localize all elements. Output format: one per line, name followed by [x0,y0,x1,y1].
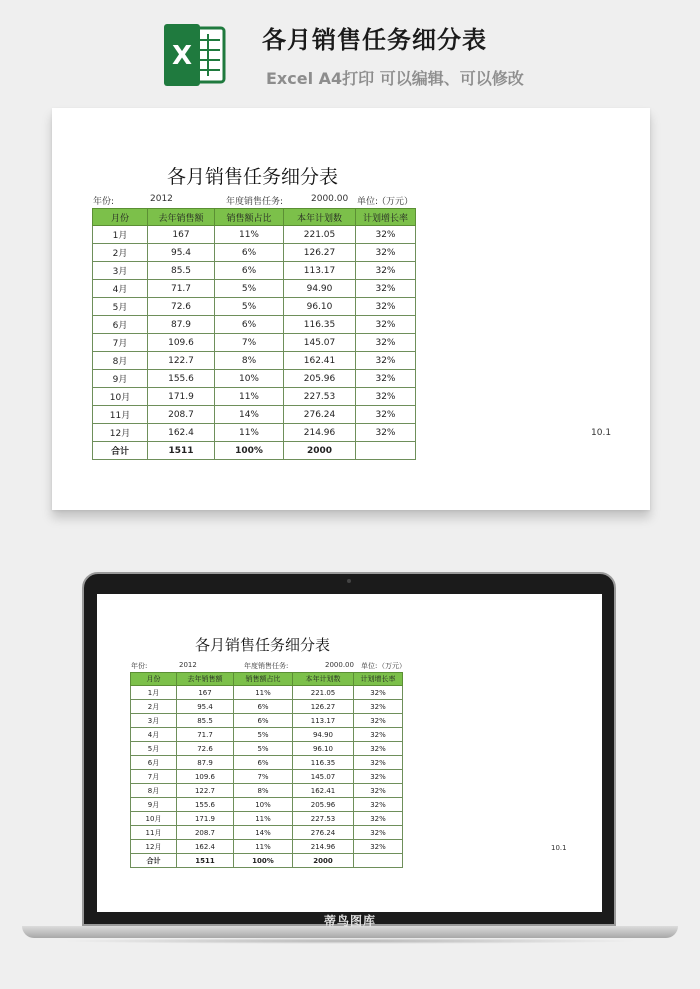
table-row [93,406,416,424]
table-cell: 221.05 [284,226,356,244]
table-cell: 6% [234,756,293,770]
table-cell: 71.7 [177,728,234,742]
table-cell: 5月 [93,298,148,316]
excel-icon [162,22,228,88]
table-cell: 3月 [131,714,177,728]
table-cell: 227.53 [284,388,356,406]
table-cell: 32% [354,756,403,770]
table-row [131,742,403,756]
column-header: 本年计划数 [284,209,356,226]
table-cell: 11月 [131,826,177,840]
column-header: 月份 [93,209,148,226]
table-cell: 276.24 [293,826,354,840]
table-cell: 113.17 [284,262,356,280]
table-cell: 32% [354,840,403,854]
table-cell: 32% [356,424,416,442]
table-cell: 162.41 [284,352,356,370]
table-cell: 32% [354,770,403,784]
table-header-row [93,209,416,226]
table-row [131,728,403,742]
table-cell: 11% [215,388,284,406]
page-subtitle: Excel A4打印 可以编辑、可以修改 [266,69,524,88]
table-cell: 6% [215,262,284,280]
target-label: 年度销售任务: [244,662,289,670]
year-label: 年份: [93,197,115,207]
table-row [131,826,403,840]
table-cell: 95.4 [177,700,234,714]
table-row [93,370,416,388]
total-cell: 1511 [148,442,215,460]
table-cell: 32% [354,742,403,756]
table-cell: 32% [354,728,403,742]
table-cell: 214.96 [293,840,354,854]
table-cell: 94.90 [293,728,354,742]
table-row [131,840,403,854]
total-cell: 合计 [131,854,177,868]
table-row [93,424,416,442]
table-cell: 95.4 [148,244,215,262]
table-cell: 11% [234,812,293,826]
table-cell: 109.6 [148,334,215,352]
table-cell: 12月 [131,840,177,854]
sheet-title: 各月销售任务细分表 [167,166,339,188]
total-cell [356,442,416,460]
column-header: 月份 [131,673,177,686]
table-cell: 171.9 [177,812,234,826]
table-cell: 32% [356,388,416,406]
table-cell: 32% [354,798,403,812]
unit-value: （万元） [378,662,406,670]
table-cell: 2月 [93,244,148,262]
table-cell: 122.7 [177,784,234,798]
svg-text:X: X [171,41,193,71]
sheet-preview [52,108,650,510]
total-cell: 2000 [284,442,356,460]
table-cell: 10% [234,798,293,812]
table-cell: 5月 [131,742,177,756]
table-row [131,756,403,770]
table-cell: 208.7 [148,406,215,424]
page-header [0,0,700,100]
table-cell: 6% [234,700,293,714]
laptop-shadow [60,938,640,944]
table-cell: 205.96 [284,370,356,388]
column-header: 去年销售额 [177,673,234,686]
table-row [93,280,416,298]
table-cell: 214.96 [284,424,356,442]
table-cell: 32% [356,316,416,334]
table-cell: 32% [356,406,416,424]
table-cell: 7月 [93,334,148,352]
table-row [93,262,416,280]
table-cell: 116.35 [293,756,354,770]
table-row [93,316,416,334]
table-row [131,798,403,812]
target-label: 年度销售任务: [226,197,284,207]
table-cell: 155.6 [148,370,215,388]
total-cell: 2000 [293,854,354,868]
table-cell: 8% [215,352,284,370]
table-cell: 5% [215,298,284,316]
sheet-title: 各月销售任务细分表 [195,636,331,654]
table-cell: 162.4 [148,424,215,442]
table-cell: 126.27 [293,700,354,714]
total-cell: 100% [215,442,284,460]
table-cell: 6% [215,316,284,334]
table-cell: 85.5 [148,262,215,280]
table-cell: 32% [356,352,416,370]
table-cell: 72.6 [177,742,234,756]
table-cell: 7月 [131,770,177,784]
table-cell: 85.5 [177,714,234,728]
year-value: 2012 [150,194,173,204]
unit-value: （万元） [377,197,414,207]
table-cell: 227.53 [293,812,354,826]
table-row [93,226,416,244]
table-cell: 32% [356,262,416,280]
table-cell: 116.35 [284,316,356,334]
table-row [93,244,416,262]
table-cell: 87.9 [177,756,234,770]
sales-table [92,208,416,460]
table-cell: 9月 [131,798,177,812]
table-cell: 113.17 [293,714,354,728]
table-cell: 11% [215,226,284,244]
table-cell: 12月 [93,424,148,442]
table-cell: 14% [234,826,293,840]
table-cell: 10月 [131,812,177,826]
table-cell: 11% [234,686,293,700]
table-cell: 221.05 [293,686,354,700]
table-cell: 1月 [131,686,177,700]
table-cell: 145.07 [293,770,354,784]
total-cell [354,854,403,868]
table-cell: 276.24 [284,406,356,424]
column-header: 销售额占比 [234,673,293,686]
table-cell: 32% [356,370,416,388]
table-cell: 162.4 [177,840,234,854]
year-value: 2012 [179,661,197,669]
table-cell: 94.90 [284,280,356,298]
table-cell: 32% [356,226,416,244]
table-row [131,784,403,798]
total-cell: 1511 [177,854,234,868]
table-cell: 10% [215,370,284,388]
table-cell: 205.96 [293,798,354,812]
table-cell: 14% [215,406,284,424]
table-cell: 145.07 [284,334,356,352]
table-cell: 96.10 [293,742,354,756]
table-cell: 171.9 [148,388,215,406]
table-cell: 32% [354,700,403,714]
year-label: 年份: [131,662,148,670]
table-row [93,352,416,370]
total-cell: 合计 [93,442,148,460]
table-cell: 32% [354,714,403,728]
table-cell: 7% [234,770,293,784]
table-cell: 4月 [93,280,148,298]
table-cell: 72.6 [148,298,215,316]
side-value: 10.1 [591,428,612,438]
column-header: 计划增长率 [354,673,403,686]
table-row [131,686,403,700]
laptop-screen [97,594,602,912]
table-cell: 32% [356,298,416,316]
table-cell: 87.9 [148,316,215,334]
table-cell: 208.7 [177,826,234,840]
table-cell: 96.10 [284,298,356,316]
table-cell: 7% [215,334,284,352]
table-cell: 167 [148,226,215,244]
camera-icon [347,579,351,583]
table-cell: 71.7 [148,280,215,298]
side-value: 10.1 [551,844,567,852]
table-cell: 6月 [131,756,177,770]
table-cell: 167 [177,686,234,700]
table-cell: 11% [215,424,284,442]
table-cell: 11月 [93,406,148,424]
column-header: 计划增长率 [356,209,416,226]
total-row [93,442,416,460]
table-row [131,770,403,784]
column-header: 销售额占比 [215,209,284,226]
table-row [131,714,403,728]
column-header: 去年销售额 [148,209,215,226]
total-row [131,854,403,868]
table-row [93,298,416,316]
target-value: 2000.00 [325,661,354,669]
table-cell: 6% [234,714,293,728]
unit-label: 单位: [361,662,378,670]
table-cell: 32% [356,244,416,262]
table-cell: 4月 [131,728,177,742]
unit-label: 单位: [357,197,379,207]
table-cell: 32% [354,686,403,700]
sales-table [130,672,403,868]
table-cell: 126.27 [284,244,356,262]
table-cell: 5% [215,280,284,298]
table-header-row [131,673,403,686]
table-cell: 11% [234,840,293,854]
laptop-brand: 蒂鸟图库 [323,914,376,928]
column-header: 本年计划数 [293,673,354,686]
table-cell: 32% [356,280,416,298]
table-cell: 5% [234,728,293,742]
table-cell: 8月 [131,784,177,798]
table-cell: 32% [354,826,403,840]
table-row [131,700,403,714]
target-value: 2000.00 [311,194,349,204]
total-cell: 100% [234,854,293,868]
table-cell: 32% [356,334,416,352]
table-cell: 2月 [131,700,177,714]
table-cell: 9月 [93,370,148,388]
table-row [93,334,416,352]
table-cell: 155.6 [177,798,234,812]
table-cell: 162.41 [293,784,354,798]
table-cell: 109.6 [177,770,234,784]
table-cell: 3月 [93,262,148,280]
table-cell: 32% [354,784,403,798]
table-cell: 122.7 [148,352,215,370]
table-cell: 10月 [93,388,148,406]
table-cell: 6% [215,244,284,262]
table-row [131,812,403,826]
page-title: 各月销售任务细分表 [262,26,487,54]
table-cell: 1月 [93,226,148,244]
table-cell: 32% [354,812,403,826]
table-cell: 5% [234,742,293,756]
table-row [93,388,416,406]
table-cell: 8% [234,784,293,798]
table-cell: 8月 [93,352,148,370]
table-cell: 6月 [93,316,148,334]
